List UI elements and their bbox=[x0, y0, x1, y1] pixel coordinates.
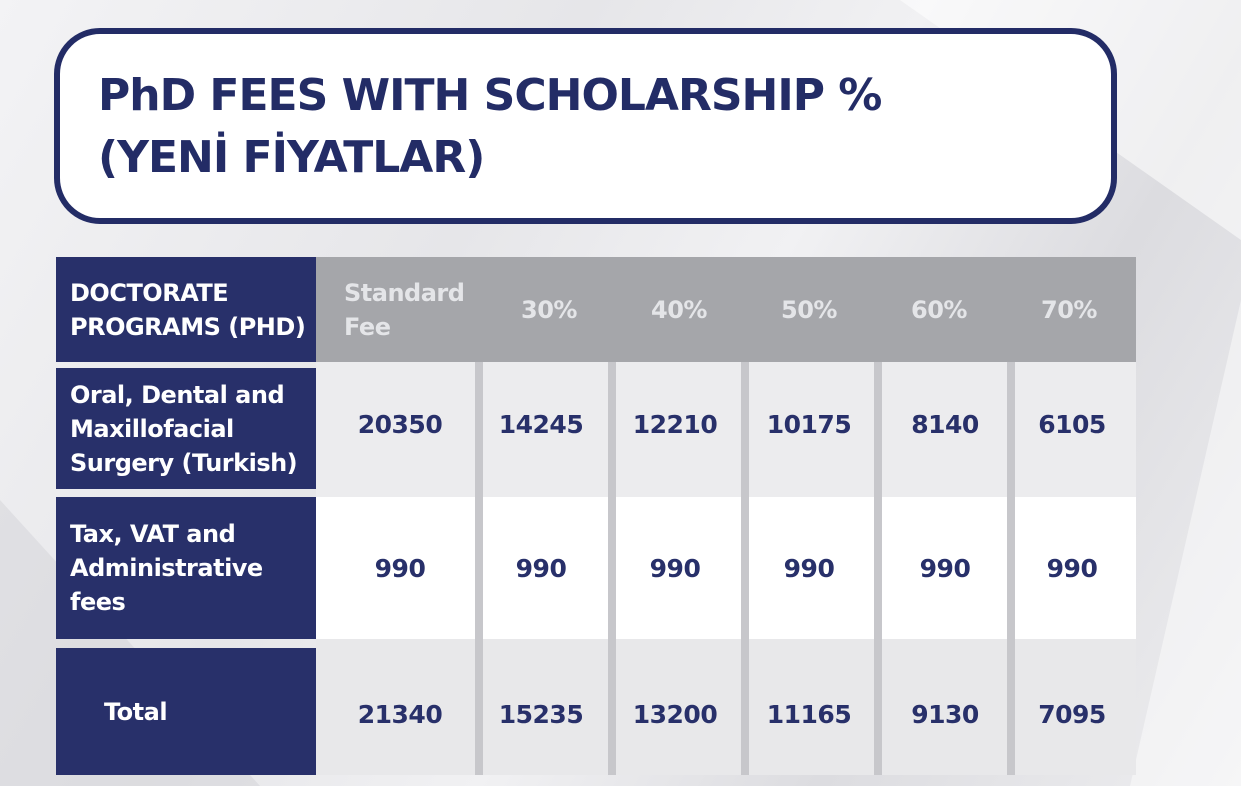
row-label-line: Maxillofacial bbox=[70, 414, 234, 443]
row-label-total bbox=[56, 648, 316, 775]
column-header-60: 60% bbox=[911, 295, 967, 324]
table-cell: 9130 bbox=[911, 699, 979, 729]
table-cell: 10175 bbox=[766, 409, 852, 439]
table-cell: 990 bbox=[649, 553, 701, 583]
row-label-line: Oral, Dental and bbox=[70, 380, 285, 409]
background-facet bbox=[1130, 300, 1241, 786]
table-cell: 14245 bbox=[498, 409, 584, 439]
column-header-30: 30% bbox=[521, 295, 577, 324]
table-cell: 990 bbox=[515, 553, 567, 583]
column-header-standard-fee bbox=[344, 257, 474, 362]
page-title-line-2: (YENİ FİYATLAR) bbox=[98, 132, 485, 183]
table-cell: 990 bbox=[783, 553, 835, 583]
table-cell: 15235 bbox=[498, 699, 584, 729]
corner-header-cell bbox=[56, 257, 316, 362]
row-label-line: Tax, VAT and bbox=[70, 520, 236, 548]
row-label-line: fees bbox=[70, 588, 126, 616]
column-header-50: 50% bbox=[781, 295, 837, 324]
title-box bbox=[54, 28, 1117, 224]
row-label-tax-vat bbox=[56, 497, 316, 639]
table-cell: 21340 bbox=[357, 699, 443, 729]
table-cell: 7095 bbox=[1038, 699, 1106, 729]
corner-header-line: DOCTORATE bbox=[70, 278, 229, 307]
table-cell: 6105 bbox=[1038, 409, 1106, 439]
table-cell: 20350 bbox=[357, 409, 443, 439]
table-cell: 990 bbox=[1046, 553, 1098, 583]
row-label-line: Total bbox=[104, 697, 168, 726]
page-title-line-1: PhD FEES WITH SCHOLARSHIP % bbox=[98, 70, 882, 121]
row-label-line: Surgery (Turkish) bbox=[70, 448, 298, 477]
table-cell: 8140 bbox=[911, 409, 979, 439]
column-header-40: 40% bbox=[651, 295, 707, 324]
table-cell: 12210 bbox=[632, 409, 718, 439]
table-cell: 990 bbox=[919, 553, 971, 583]
table-cell: 11165 bbox=[766, 699, 852, 729]
column-header-line: Standard bbox=[344, 278, 465, 307]
row-label-line: Administrative bbox=[70, 554, 263, 582]
table-cell: 990 bbox=[374, 553, 426, 583]
column-header-line: Fee bbox=[344, 312, 391, 341]
column-header-70: 70% bbox=[1041, 295, 1097, 324]
table-cell: 13200 bbox=[632, 699, 718, 729]
row-label-oral-dental bbox=[56, 368, 316, 489]
corner-header-line: PROGRAMS (PHD) bbox=[70, 312, 306, 341]
